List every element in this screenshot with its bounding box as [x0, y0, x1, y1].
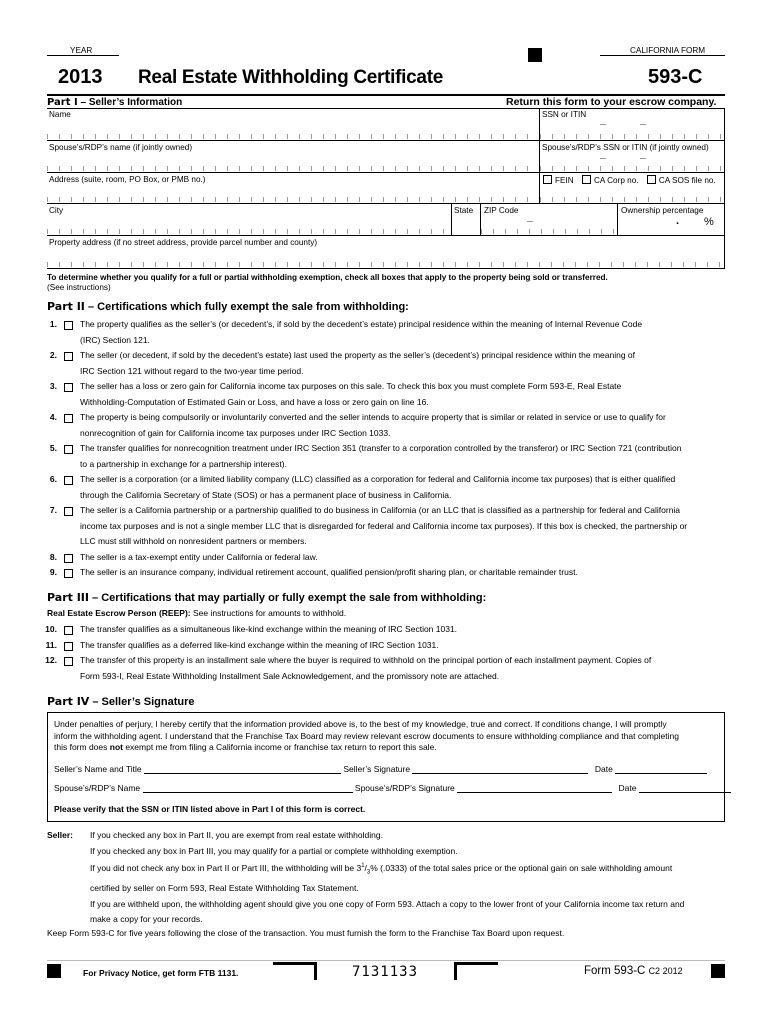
part4-heading: Part IV – Seller’s Signature [47, 695, 195, 708]
item-text: The property is being compulsorily or involuntarily converted and the seller intends to acquire property that is similar or related in service or use to qualify for nonrecognition of gain for California income tax purposes under IRC Section 1033. [80, 412, 666, 438]
scan-bracket-left [273, 962, 317, 980]
item-checkbox[interactable] [64, 352, 73, 361]
scan-bracket-right [454, 962, 498, 980]
part1-heading: Part I – Seller’s Information [47, 97, 183, 108]
ca-sos-checkbox[interactable] [647, 175, 656, 184]
item-number: 10. [45, 624, 57, 634]
seller-name-field[interactable] [144, 764, 341, 774]
item-text: The seller has a loss or zero gain for California income tax purposes on this sale. To check this box you must complete Form 593-E, Real Estate Withholding-Computation of Estimated Gain or Loss, and have a loss or zero gain on line 16. [80, 381, 622, 407]
year-label: YEAR [70, 46, 93, 55]
seller-signature-field[interactable] [412, 764, 588, 774]
item-text: The transfer qualifies for nonrecognition treatment under IRC Section 351 (transfer to a corporation controlled by the transferor) or IRC Section 721 (contribution to a partnership in exchange for a partnership interest). [80, 443, 682, 469]
spouse-ssn-label: Spouse’s/RDP’s SSN or ITIN (if jointly owned) [542, 143, 709, 152]
keep-note: Keep Form 593-C for five years following the close of the transaction. You must furnish the form to the Franchise Tax Board upon request. [47, 928, 565, 938]
zip-label: ZIP Code [484, 206, 519, 215]
item-text: The seller is an insurance company, individual retirement account, qualified pension/profit sharing plan, or charitable remainder trust. [80, 567, 578, 577]
footer-registration-mark-right [711, 964, 725, 978]
seller-notes: If you checked any box in Part II, you are exempt from real estate withholding. If you checked any box in Part III, you may qualify for a partial or complete withholding exemption. If you did not check any box in Part II or Part III, the withholding will be $3^1/_3\%$ (.0333) of the total sales price or the optional gain on sale withholding amount certified by seller on Form 593, Real Estate Withholding Tax Statement. If you are withheld upon, the withholding agent should give you one copy of Form 593. Attach a copy to the lower front of your California income tax return and make a copy for your records. [90, 830, 685, 925]
spouse-date-field[interactable] [639, 783, 731, 793]
item-checkbox[interactable] [64, 476, 73, 485]
item-number: 5. [49, 443, 57, 453]
registration-mark [528, 48, 542, 62]
item-checkbox[interactable] [64, 507, 73, 516]
california-form-label: CALIFORNIA FORM [630, 46, 706, 55]
verify-note: Please verify that the SSN or ITIN listed above in Part I of this form is correct. [54, 804, 366, 814]
form-title: Real Estate Withholding Certificate [138, 67, 443, 88]
item-number: 4. [49, 412, 57, 422]
part3-heading: Part III – Certifications that may partially or fully exempt the sale from withholding: [47, 591, 487, 604]
name-label: Name [49, 110, 71, 119]
id-type-options: FEIN CA Corp no. CA SOS file no. [543, 175, 716, 185]
reep-note: Real Estate Escrow Person (REEP): See instructions for amounts to withhold. [47, 608, 347, 618]
instructions-line2: (See instructions) [47, 283, 111, 292]
name-field[interactable] [48, 118, 538, 138]
form-year: 2013 [58, 66, 103, 88]
item-number: 9. [49, 567, 57, 577]
ca-corp-checkbox[interactable] [582, 175, 591, 184]
item-number: 2. [49, 350, 57, 360]
item-number: 3. [49, 381, 57, 391]
instructions-line1: To determine whether you qualify for a full or partial withholding exemption, check all boxes that apply to the property being sold or transferred. [47, 273, 608, 282]
return-note: Return this form to your escrow company. [506, 96, 717, 108]
city-label: City [49, 206, 64, 215]
spouse-signature-field[interactable] [457, 783, 612, 793]
barcode-number: 7131133 [352, 964, 419, 980]
state-field[interactable] [452, 214, 479, 234]
spouse-signature-row: Spouse’s/RDP’s Name Spouse’s/RDP’s Signature Date [54, 783, 731, 793]
item-number: 8. [49, 551, 57, 562]
seller-signature-row: Seller’s Name and Title Seller’s Signature Date [54, 764, 707, 774]
item-text: The seller is a corporation (or a limited liability company (LLC) classified as a corporation for federal and California income tax purposes) that is either qualified through the California Secretary of State (SOS) or has a permanent place of business in California. [80, 474, 676, 500]
address-label: Address (suite, room, PO Box, or PMB no.) [49, 175, 206, 184]
item-checkbox[interactable] [64, 642, 73, 651]
footer-registration-mark-left [47, 964, 61, 978]
item-text: The property qualifies as the seller’s (or decedent’s, if sold by the decedent’s estate) principal residence within the meaning of Internal Revenue Code (IRC) Section 121. [80, 319, 643, 345]
item-text: The transfer qualifies as a simultaneous like-kind exchange within the meaning of IRC Section 1031. [80, 624, 458, 634]
footer-form-label: Form 593-C C2 2012 [584, 965, 683, 977]
item-number: 1. [49, 319, 57, 329]
spouse-name-label: Spouse’s/RDP’s name (if jointly owned) [49, 143, 193, 152]
part2-heading: Part II – Certifications which fully exempt the sale from withholding: [47, 300, 409, 313]
item-text: The seller is a California partnership or a partnership qualified to do business in California (or an LLC that is classified as a partnership for federal and California income tax purposes and is not a single member LLC that is disregarded for federal and California income tax purposes). If this box is checked, the partnership or LLC must still withhold on nonresident partners or members. [80, 505, 688, 546]
item-checkbox[interactable] [64, 321, 73, 330]
seller-notes-label: Seller: [47, 830, 73, 840]
item-text: The transfer of this property is an installment sale where the buyer is required to withhold on the principal portion of each installment payment. Copies of Form 593-I, Real Estate Withholding Installment Sale Acknowledgement, and the promissory note are attached. [80, 655, 652, 681]
item-checkbox[interactable] [64, 569, 73, 578]
item-text: The seller is a tax-exempt entity under California or federal law. [80, 551, 318, 562]
ownership-field[interactable]: . % [676, 215, 714, 228]
item-checkbox[interactable] [64, 445, 73, 454]
fein-checkbox[interactable] [543, 175, 552, 184]
item-number: 11. [45, 639, 57, 650]
state-label: State [454, 206, 474, 215]
property-address-label: Property address (if no street address, provide parcel number and county) [49, 238, 318, 247]
item-checkbox[interactable] [64, 554, 73, 563]
privacy-notice: For Privacy Notice, get form FTB 1131. [83, 968, 239, 978]
seller-date-field[interactable] [615, 764, 707, 774]
item-text: The transfer qualifies as a deferred like-kind exchange within the meaning of IRC Section 1031. [80, 639, 439, 650]
item-checkbox[interactable] [64, 383, 73, 392]
item-checkbox[interactable] [64, 657, 73, 666]
form-number: 593-C [648, 66, 703, 88]
ownership-label: Ownership percentage [621, 206, 704, 215]
item-number: 6. [49, 474, 57, 484]
ssn-label: SSN or ITIN [542, 110, 587, 119]
perjury-statement: Under penalties of perjury, I hereby certify that the information provided above is, to the best of my knowledge, true and correct. If conditions change, I will promptly inform the withholding agent. I understand that the Franchise Tax Board may review relevant escrow documents to ensure withholding compliance and that completing this form does not exempt me from filing a California income or franchise tax return to report this sale. [54, 719, 679, 752]
item-checkbox[interactable] [64, 626, 73, 635]
item-number: 12. [45, 655, 57, 665]
item-number: 7. [49, 505, 57, 515]
item-checkbox[interactable] [64, 414, 73, 423]
item-text: The seller (or decedent, if sold by the decedent’s estate) last used the property as the seller’s (decedent’s) principal residence within the meaning of IRC Section 121 without regard to the two-year time period. [80, 350, 636, 376]
spouse-name-sign-field[interactable] [143, 783, 353, 793]
